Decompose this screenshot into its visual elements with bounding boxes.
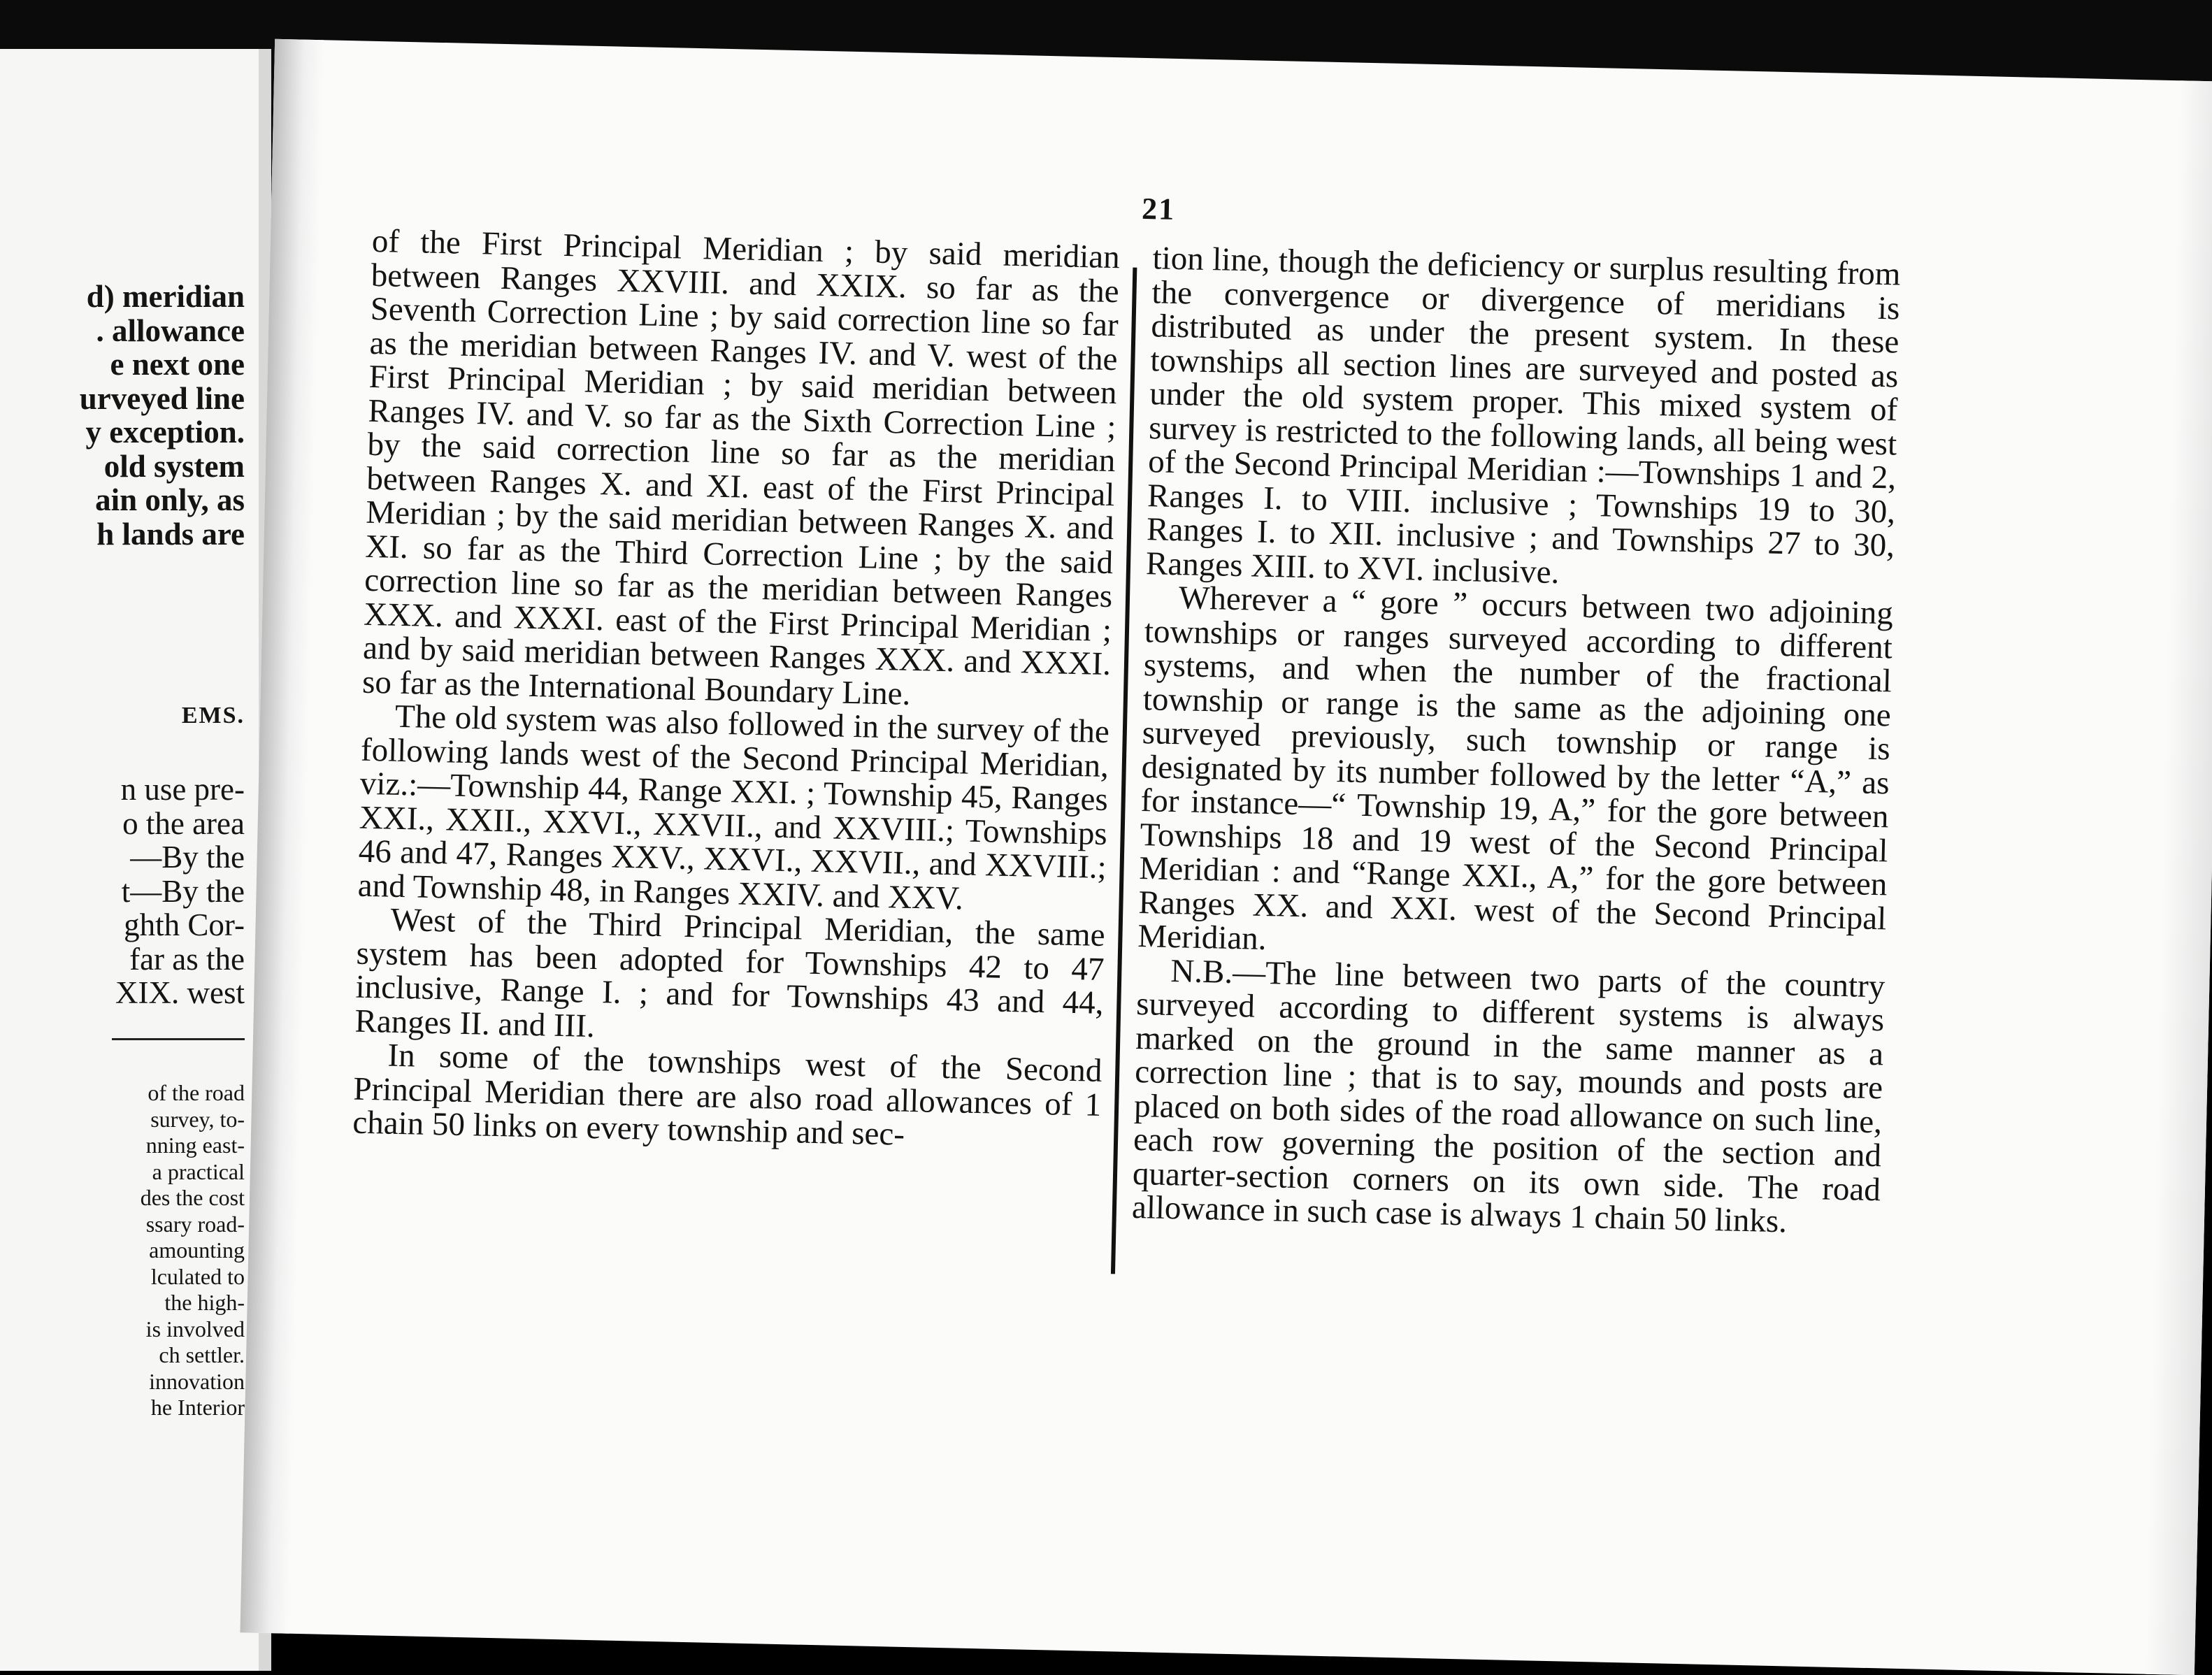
left-page-line: o the area	[122, 805, 245, 841]
paragraph: West of the Third Principal Meridian, the same system has been adopted for Townships 42 to 47 inclusive, Range I. ; and for Townships 43 and 44, Ranges II. and III.	[354, 901, 1106, 1044]
left-page-line: . allowance	[96, 312, 245, 348]
left-page-line: h lands are	[96, 516, 245, 552]
footnote-line: amounting	[149, 1237, 245, 1263]
left-page-line: t—By the	[121, 873, 245, 909]
left-text-column	[352, 224, 1120, 1156]
footnote-line: des the cost	[140, 1185, 245, 1210]
left-page-mid-text	[115, 772, 245, 1010]
left-page-line: XIX. west	[115, 975, 245, 1010]
paragraph: In some of the townships west of the Second Principal Meridian there are also road allowances of 1 chain 50 links on every township and sec-	[352, 1037, 1103, 1153]
paragraph: N.B.—The line between two parts of the country surveyed according to different systems is always marked on the ground in the same manner as a correction line ; that is to say, mounds and posts are placed on both sides of the road allowance on such line, each row governing the position of the section and quarter-section corners on its own side. The road allowance in such case is always 1 chain 50 links.	[1131, 952, 1886, 1240]
left-page-footnote	[141, 1080, 245, 1421]
footnote-line: is involved	[145, 1316, 245, 1342]
left-page-line: far as the	[129, 941, 245, 977]
left-page-line: d) meridian	[86, 279, 245, 314]
footnote-line: lculated to	[150, 1263, 245, 1289]
left-page-line: e next one	[110, 347, 245, 382]
left-page-line: ghth Cor-	[124, 907, 245, 942]
footnote-line: nning east-	[145, 1133, 245, 1158]
footnote-rule	[112, 1038, 245, 1040]
footnote-line: innovation	[149, 1368, 245, 1394]
footnote-line: ch settler.	[159, 1342, 245, 1367]
footnote-line: of the road	[148, 1080, 245, 1105]
footnote-line: ssary road-	[145, 1211, 245, 1237]
left-page-line: n use pre-	[120, 772, 245, 807]
paragraph: The old system was also followed in the survey of the following lands west of the Second Principal Meridian, viz.:—Township 44, Range XXI. ; Township 45, Ranges XXI., XXII., XXVI., XXVII., and XXVIII.; Townships 46 and 47, Ranges XXV., XXVI., XXVII., and XXVIII.; and Township 48, in Ranges XXIV. and XXV.	[357, 698, 1110, 917]
paragraph: of the First Principal Meridian ; by said meridian between Ranges XXVIII. and XXIX. so far as the Seventh Correction Line ; by said correction line so far as the meridian between Ranges IV. and V. west of the First Principal Meridian ; by said meridian between Ranges IV. and V. so far as the Sixth Correction Line ; by the said correction line so far as the meridian between Ranges X. and XI. east of the First Principal Meridian ; by the said meridian between Ranges X. and XI. so far as the Third Correction Line ; by the said correction line so far as the meridian between Ranges XXX. and XXXI. east of the First Principal Meridian ; and by said meridian between Ranges XXX. and XXXI. so far as the International Boundary Line.	[361, 222, 1121, 712]
paragraph: Wherever a “ gore ” occurs between two adjoining townships or ranges surveyed according to different systems, and when the number of the fractional township or range is the same as the adjoining one surveyed previously, such township or range is designated by its number followed by the letter “A,” as for instance—“ Township 19, A,” for the gore between Townships 18 and 19 west of the Second Principal Meridian : and “Range XXI., A,” for the gore between Ranges XX. and XXI. west of the Second Principal Meridian.	[1137, 580, 1894, 958]
paragraph: tion line, though the deficiency or surplus resulting from the convergence or divergence of meridians is distributed as under the present system. In these townships all section lines are surveyed and posted as under the old system proper. This mixed system of survey is restricted to the following lands, all being west of the Second Principal Meridian :—Townships 1 and 2, Ranges I. to VIII. inclusive ; Townships 19 to 30, Ranges I. to XII. inclusive ; and Townships 27 to 30, Ranges XIII. to XVI. inclusive.	[1145, 240, 1901, 591]
footnote-line: the high-	[164, 1290, 245, 1315]
left-page-line: y exception.	[85, 415, 245, 450]
page-number: 21	[1141, 191, 1176, 227]
left-page-line: old system	[103, 448, 245, 484]
left-page-top-text	[80, 280, 245, 551]
right-text-column	[1132, 241, 1901, 1241]
left-page-line: ain only, as	[95, 482, 245, 517]
left-page-line: urveyed line	[79, 380, 245, 416]
left-facing-page	[0, 49, 271, 1671]
footnote-line: a practical	[152, 1158, 245, 1184]
left-page-heading: EMS.	[181, 703, 245, 728]
footnote-line: he Interior	[150, 1395, 245, 1420]
page-edge	[2146, 80, 2212, 1675]
main-page	[240, 39, 2212, 1675]
footnote-line: survey, to-	[150, 1106, 245, 1132]
left-page-line: —By the	[130, 840, 245, 875]
